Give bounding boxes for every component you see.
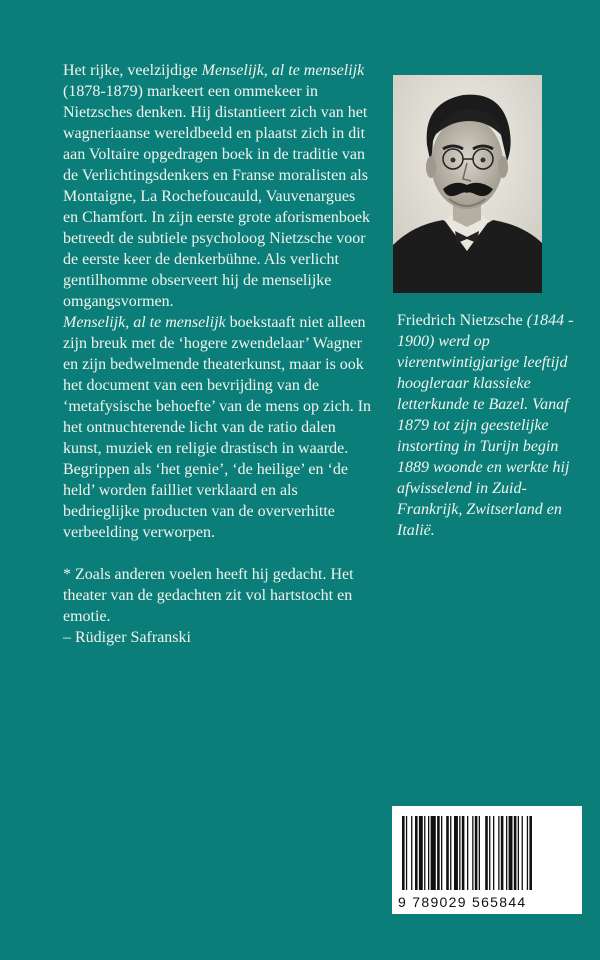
barcode-bar <box>522 816 523 890</box>
blurb-paragraph-2: Menselijk, al te menselijk boekstaaft niet alleen zijn breuk met de ‘hogere zwendelaar’ Wagner en zijn bedwelmende theaterkunst, maar is ook het document van een bevrijding van de ‘metafysische behoefte’ van de mens op zich. In het ontnuchterende licht van de ratio dalen kunst, muziek en religie drastisch in waarde. Begrippen als ‘het genie’, ‘de heilige’ en ‘de held’ worden failliet verklaard en als bedrieglijke producten van de oververhitte verbeelding verworpen. <box>63 314 372 541</box>
back-cover-blurb <box>63 60 373 648</box>
barcode-bar <box>485 816 488 890</box>
barcode <box>392 806 582 914</box>
barcode-bar <box>446 816 449 890</box>
barcode-bar <box>450 816 451 890</box>
barcode-bar <box>467 816 468 890</box>
barcode-bar <box>454 816 458 890</box>
barcode-bar <box>506 816 507 890</box>
barcode-bar <box>437 816 440 890</box>
author-name: Friedrich Nietzsche <box>397 312 523 329</box>
barcode-bar <box>514 816 517 890</box>
author-bio-text: (1844 - 1900) werd op vierentwintigjarige leeftijd hoogleraar klassieke letterkunde te Bazel. Vanaf 1879 tot zijn geestelijke instorting in Turijn begin 1889 woonde en werkte hij afwisselend in Zuid-Frankrijk, Zwitserland en Italië. <box>397 312 574 539</box>
isbn-number: 9 789029 565844 <box>398 894 527 910</box>
barcode-bars <box>402 816 572 890</box>
barcode-bar <box>462 816 465 890</box>
blurb-paragraph-1: Het rijke, veelzijdige Menselijk, al te menselijk (1878-1879) markeert een ommekeer in Nietzsches denken. Hij distantieert zich van het wagneriaanse wereldbeeld en plaatst zich in dit aan Voltaire opgedragen boek in de traditie van de Verlichtingsdenkers en Franse moralisten als Montaigne, La Rochefoucauld, Vauvenargues en Chamfort. In zijn eerste grote aforismenboek betreedt de subtiele psycholoog Nietzsche voor de eerste keer de denkerbühne. Als verlicht gentilhomme observeert hij de menselijke omgangsvormen. <box>63 62 370 310</box>
barcode-bar <box>406 816 407 890</box>
barcode-bar <box>501 816 504 890</box>
portrait-drawing <box>393 75 542 293</box>
barcode-bar <box>411 816 412 890</box>
barcode-bar <box>459 816 460 890</box>
barcode-bar <box>431 816 436 890</box>
barcode-bar <box>509 816 513 890</box>
author-bio <box>397 310 587 541</box>
barcode-bar <box>419 816 423 890</box>
barcode-bar <box>441 816 442 890</box>
barcode-bar <box>489 816 490 890</box>
barcode-bar <box>415 816 418 890</box>
quote-attribution: – Rüdiger Safranski <box>63 629 191 646</box>
barcode-bar <box>518 816 519 890</box>
barcode-bar <box>527 816 528 890</box>
barcode-bar <box>479 816 480 890</box>
book-title: Menselijk, al te menselijk <box>201 62 365 79</box>
barcode-bar <box>428 816 429 890</box>
author-portrait <box>393 75 542 293</box>
barcode-bar <box>529 816 532 890</box>
barcode-bar <box>424 816 425 890</box>
barcode-bar <box>498 816 499 890</box>
barcode-bar <box>472 816 473 890</box>
quote: * Zoals anderen voelen heeft hij gedacht. Het theater van de gedachten zit vol hartstocht en emotie. <box>63 566 354 625</box>
book-title: Menselijk, al te menselijk <box>63 314 226 331</box>
barcode-bar <box>493 816 494 890</box>
barcode-bar <box>402 816 405 890</box>
barcode-bar <box>475 816 478 890</box>
